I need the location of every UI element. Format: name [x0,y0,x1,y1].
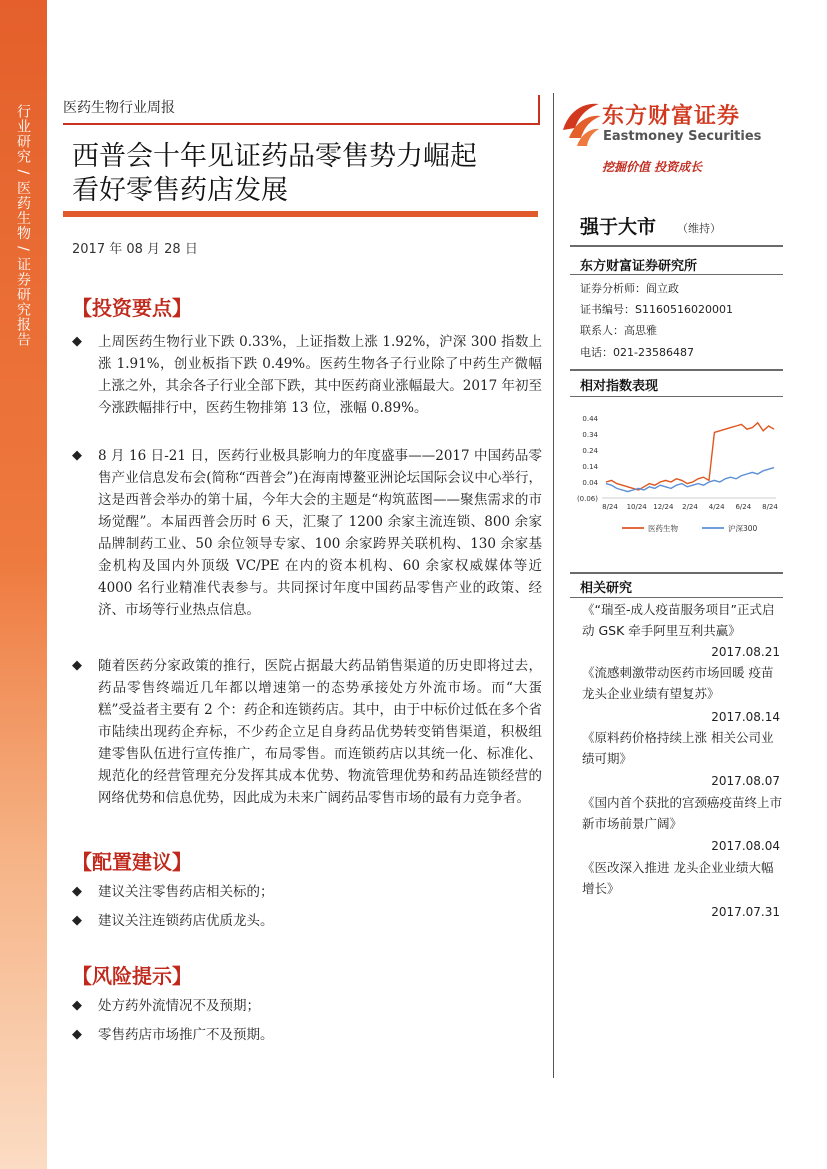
x-tick-label: 8/24 [602,503,618,511]
header-accent-mark [538,95,540,125]
x-tick-label: 2/24 [682,503,698,511]
title-line-1: 西普会十年见证药品零售势力崛起 [72,141,477,172]
related-item-date: 2017.07.31 [711,905,780,919]
contact-name: 联系人：高思雅 [580,324,657,337]
diamond-bullet-icon: ◆ [72,998,82,1013]
bullet-item [72,910,542,932]
legend-label: 医药生物 [648,524,678,533]
section-heading-invest: 【投资要点】 [72,296,192,320]
sidebar-rule [570,396,783,397]
related-item-title[interactable]: 《“瑞至-成人疫苗服务项目”正式启动 GSK 牵手阿里互利共赢》 [582,602,775,638]
bullet-text: 建议关注连锁药店优质龙头。 [98,913,274,929]
contact-phone: 电话：021-23586487 [580,346,694,359]
bullet-item [72,445,542,621]
diamond-bullet-icon: ◆ [72,448,82,463]
sidebar-band [0,0,47,1169]
y-tick-label: 0.34 [582,431,598,439]
y-tick-label: 0.14 [582,463,598,471]
bullet-text: 上周医药生物行业下跌 0.33%，上证指数上涨 1.92%，沪深 300 指数上涨 1.91%，创业板指下跌 0.49%。医药生物各子行业除了中药生产微幅上涨之外，其余各子行业全部下跌，其中医药商业涨幅最大。2017 年初至今涨跌幅排行中，医药生物排第 13 位，涨幅 0.89%。 [98,334,542,416]
sidebar-rule [570,274,783,275]
related-research-heading: 相关研究 [580,581,633,596]
y-tick-label: 0.24 [582,447,598,455]
page-title [72,140,477,208]
diamond-bullet-icon: ◆ [72,913,82,928]
institute-name: 东方财富证券研究所 [580,259,698,274]
diamond-bullet-icon: ◆ [72,334,82,349]
header-rule [63,123,538,125]
sidebar-rule [570,597,783,598]
x-tick-label: 6/24 [735,503,752,511]
y-tick-label: 0.44 [582,415,598,423]
bullet-item [72,655,542,809]
title-line-2: 看好零售药店发展 [72,175,288,206]
column-divider [553,93,554,1078]
section-heading-risk: 【风险提示】 [72,964,192,988]
bullet-text: 建议关注零售药店相关标的； [98,884,274,900]
report-type-tag: 医药生物行业周报 [63,100,175,116]
relative-index-chart [572,408,782,543]
title-underline-bar [63,211,538,217]
brand-name-cn: 东方财富证券 [602,104,741,129]
diamond-bullet-icon: ◆ [72,1027,82,1042]
section-heading-config: 【配置建议】 [72,850,192,874]
y-tick-label: 0.04 [582,479,598,487]
bullet-item [72,995,542,1017]
rating-label: 强于大市 [580,216,657,238]
sidebar-rule [570,572,783,574]
sidebar-category-text: 行业研究 / 医药生物 / 证券研究报告 [15,104,31,348]
bullet-item [72,1024,542,1046]
related-item-date: 2017.08.07 [711,774,780,788]
legend-label: 沪深300 [728,524,758,533]
bullet-text: 处方药外流情况不及预期； [98,998,260,1014]
diamond-bullet-icon: ◆ [72,884,82,899]
x-tick-label: 10/24 [626,503,647,511]
series-line [606,423,774,490]
related-item-title[interactable]: 《医改深入推进 龙头企业业绩大幅增长》 [582,860,774,896]
brand-name-en: Eastmoney Securities [603,129,762,144]
y-tick-label: (0.06) [576,495,598,503]
bullet-item [72,881,542,903]
related-item-title[interactable]: 《流感刺激带动医药市场回暖 疫苗龙头企业业绩有望复苏》 [582,665,774,701]
diamond-bullet-icon: ◆ [72,658,82,673]
x-tick-label: 4/24 [708,503,725,511]
bullet-text: 8 月 16 日-21 日，医药行业极具影响力的年度盛事——2017 中国药品零售产业信息发布会(简称“西普会”)在海南博鳌亚洲论坛国际会议中心举行，这是西普会举办的第十届，今年大会的主题是“构筑蓝图——聚焦需求的市场觉醒”。本届西普会历时 6 天，汇聚了 1200 余家主流连锁、800 余家品牌制药工业、50 余位领导专家、100 余家跨界关联机构、130 余家基金机构及国内外顶级 VC/PE 在内的资本机构、60 余家权威媒体等近 4000 名行业精准代表参与。共同探讨年度中国药品零售产业的政策、经济、市场等行业热点信息。 [98,448,542,618]
report-date: 2017 年 08 月 28 日 [72,242,198,257]
sidebar-rule [570,369,783,371]
analyst-cert: 证书编号：S1160516020001 [580,303,733,316]
brand-slogan: 挖掘价值 投资成长 [602,160,703,174]
bullet-text: 零售药店市场推广不及预期。 [98,1027,274,1043]
analyst-name: 证券分析师：阎立政 [580,282,679,295]
related-item-title[interactable]: 《原料药价格持续上涨 相关公司业绩可期》 [582,730,774,766]
chart-heading: 相对指数表现 [580,379,659,394]
related-item-title[interactable]: 《国内首个获批的宫颈癌疫苗终上市 新市场前景广阔》 [582,795,783,831]
x-tick-label: 8/24 [762,503,778,511]
sidebar-rule [570,245,783,247]
related-item-date: 2017.08.04 [711,839,780,853]
x-tick-label: 12/24 [653,503,674,511]
rating-status: （维持） [677,222,721,235]
bullet-text: 随着医药分家政策的推行，医院占据最大药品销售渠道的历史即将过去，药品零售终端近几年都以增速第一的态势承接处方外流市场。而“大蛋糕”受益者主要有 2 个：药企和连锁药店。其中，由于中标价过低在多个省市陆续出现药企弃标，不少药企立足自身药品优势转变销售渠道，积极组建零售队伍进行宣传推广，布局零售。而连锁药店以其统一化、标准化、规范化的经营管理充分发挥其成本优势、物流管理优势和药品连锁经营的网络优势和信息优势，因此成为未来广阔药品零售市场的最有力竞争者。 [98,658,542,806]
bullet-item [72,331,542,419]
related-item-date: 2017.08.21 [711,645,780,659]
related-item-date: 2017.08.14 [711,710,780,724]
